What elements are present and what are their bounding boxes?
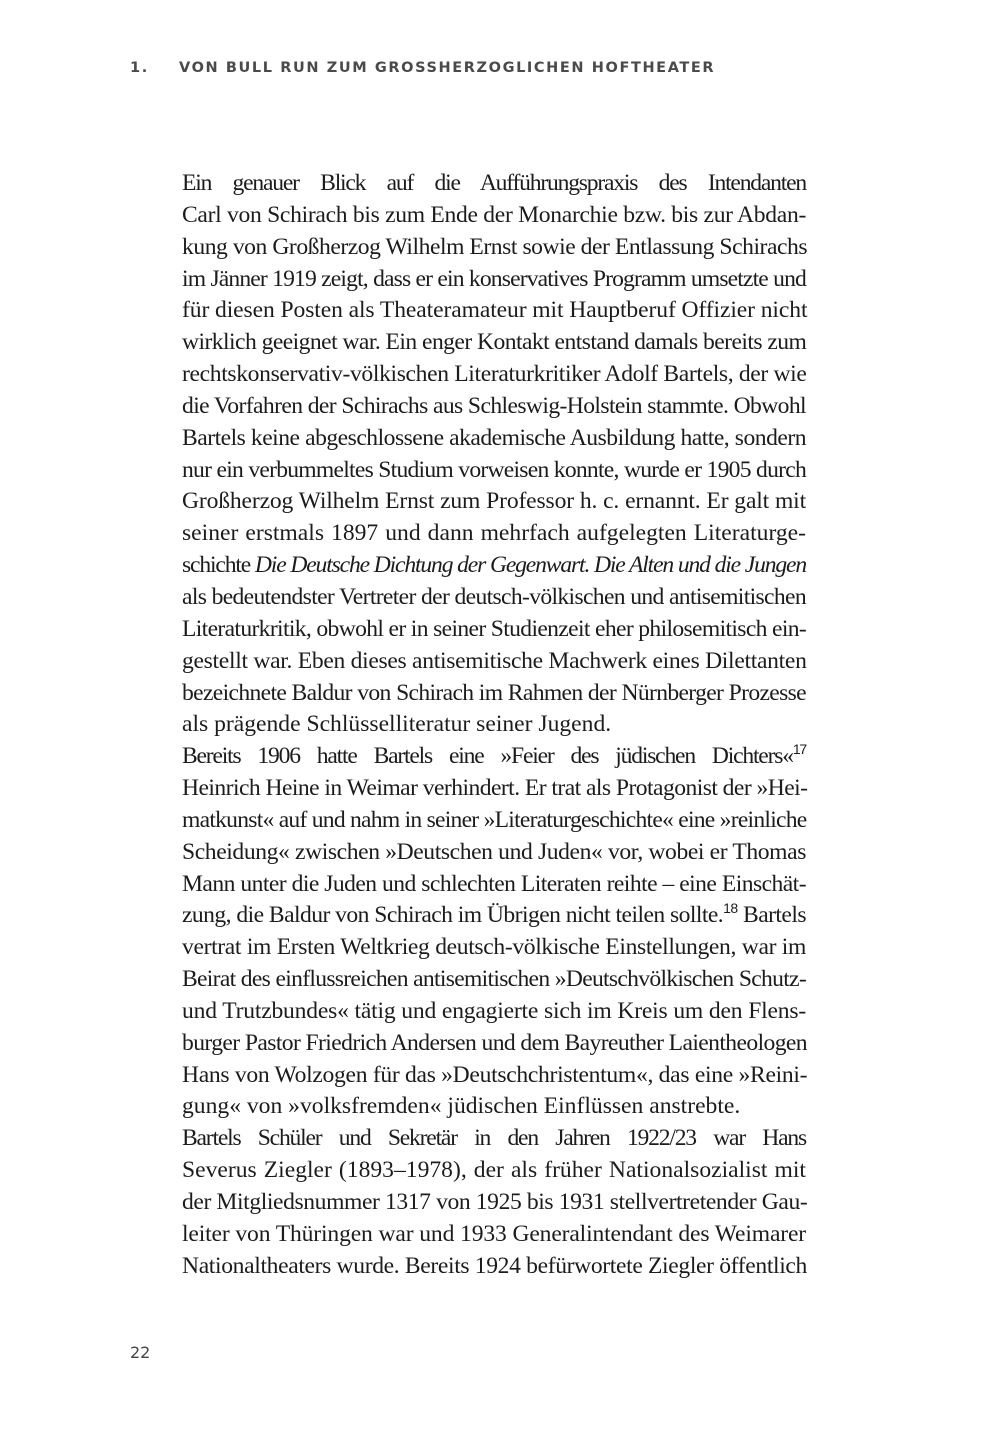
text-line: seiner erstmals 1897 und dann mehrfach aufgelegten Literaturge- <box>182 520 806 547</box>
text-line: matkunst« auf und nahm in seiner »Literaturgeschichte« eine »reinliche <box>182 806 807 833</box>
text-line-with-book-title <box>130 550 806 582</box>
paragraph-3 <box>130 1123 806 1282</box>
text-line: Großherzog Wilhelm Ernst zum Professor h. c. ernannt. Er galt mit <box>182 488 806 515</box>
text-line: burger Pastor Friedrich Andersen und dem Bayreuther Laientheologen <box>182 1029 807 1056</box>
text-line: Scheidung« zwischen »Deutschen und Juden« vor, wobei er Thomas <box>182 838 806 865</box>
text-fragment: Bereits 1906 hatte Bartels eine »Feier des jüdischen Dichters« <box>182 743 793 770</box>
text-line: Beirat des einflussreichen antisemitischen »Deutschvölkischen Schutz- <box>182 966 806 993</box>
text-line: Nationaltheaters wurde. Bereits 1924 befürwortete Ziegler öffentlich <box>182 1252 808 1279</box>
text-fragment: Bartels <box>737 902 806 929</box>
text-fragment: schichte <box>182 552 255 579</box>
text-fragment: zung, die Baldur von Schirach im Übrigen nicht teilen sollte. <box>182 902 724 929</box>
text-line: der Mitgliedsnummer 1317 von 1925 bis 1931 stellvertretender Gau- <box>182 1189 808 1215</box>
chapter-title: VON BULL RUN ZUM GROSSHERZOGLICHEN HOFTHEATER <box>179 60 716 76</box>
text-line-with-footnote <box>130 900 806 932</box>
text-line: Hans von Wolzogen für das »Deutschchristentum«, das eine »Reini- <box>182 1061 808 1088</box>
text-line: Literaturkritik, obwohl er in seiner Studienzeit eher philosemitisch ein- <box>182 615 807 642</box>
text-line: als prägende Schlüsselliteratur seiner Jugend. <box>182 711 612 738</box>
text-line: die Vorfahren der Schirachs aus Schleswig-Holstein stammte. Obwohl <box>182 392 806 419</box>
text-line: Bartels keine abgeschlossene akademische Ausbildung hatte, sondern <box>182 424 806 451</box>
body-text <box>130 168 806 1283</box>
chapter-number: 1. <box>130 60 149 76</box>
text-line: Ein genauer Blick auf die Aufführungspraxis des Intendanten <box>182 170 806 196</box>
text-line: und Trutzbundes« tätig und engagierte sich im Kreis um den Flens- <box>182 997 806 1024</box>
page-number: 22 <box>130 1343 151 1362</box>
text-line: Heinrich Heine in Weimar verhindert. Er trat als Protagonist der »Hei- <box>182 775 808 802</box>
footnote-ref-18[interactable]: 18 <box>723 900 738 917</box>
text-line: Mann unter die Juden und schlechten Literaten reihte – eine Einschät- <box>182 870 806 897</box>
text-line: nur ein verbummeltes Studium vorweisen konnte, wurde er 1905 durch <box>182 456 806 483</box>
paragraph-1 <box>130 168 806 741</box>
text-line: im Jänner 1919 zeigt, dass er ein konservatives Programm umsetzte und <box>182 265 806 292</box>
footnote-ref-17[interactable]: 17 <box>792 741 806 758</box>
book-title: Die Deutsche Dichtung der Gegenwart. Die Alten und die Jungen <box>254 552 806 579</box>
text-line: für diesen Posten als Theateramateur mit Hauptberuf Offizier nicht <box>182 297 808 324</box>
text-line: gung« von »volksfremden« jüdischen Einflüssen anstrebte. <box>182 1093 741 1120</box>
text-line: kung von Großherzog Wilhelm Ernst sowie der Entlassung Schirachs <box>182 233 808 260</box>
text-line: leiter von Thüringen war und 1933 Generalintendant des Weimarer <box>182 1220 806 1247</box>
text-line: wirklich geeignet war. Ein enger Kontakt entstand damals bereits zum <box>182 329 807 356</box>
text-line: gestellt war. Eben dieses antisemitische Machwerk eines Dilettanten <box>182 647 807 674</box>
text-line: als bedeutendster Vertreter der deutsch-völkischen und antisemitischen <box>182 583 806 610</box>
running-head <box>130 60 715 76</box>
text-line: Carl von Schirach bis zum Ende der Monarchie bzw. bis zur Abdan- <box>182 201 806 228</box>
text-line: rechtskonservativ-völkischen Literaturkritiker Adolf Bartels, der wie <box>182 361 807 388</box>
paragraph-2 <box>130 741 806 1123</box>
text-line: bezeichnete Baldur von Schirach im Rahmen der Nürnberger Prozesse <box>182 679 806 706</box>
text-line: vertrat im Ersten Weltkrieg deutsch-völkische Einstellungen, war im <box>182 934 806 961</box>
text-line: Bartels Schüler und Sekretär in den Jahren 1922/23 war Hans <box>182 1125 806 1152</box>
text-line-with-footnote <box>130 741 806 773</box>
text-line: Severus Ziegler (1893–1978), der als früher Nationalsozialist mit <box>182 1157 806 1184</box>
